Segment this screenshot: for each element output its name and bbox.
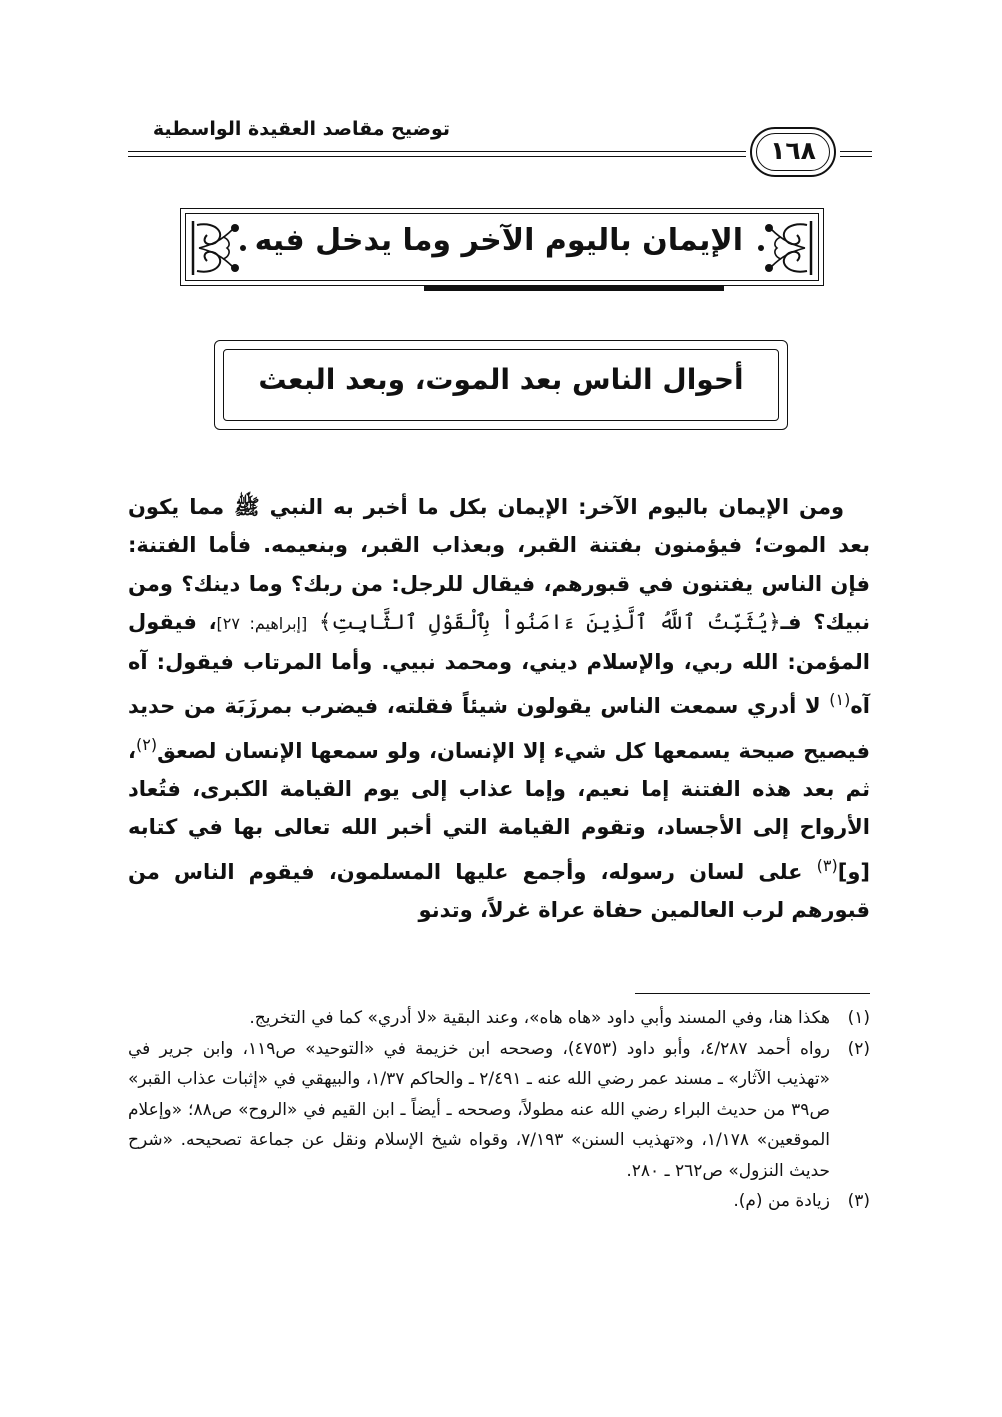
chapter-title: الإيمان باليوم الآخر وما يدخل فيه — [254, 223, 743, 258]
footnote-marker: (١) — [829, 690, 851, 710]
section-title: أحوال الناس بعد الموت، وبعد البعث — [258, 363, 744, 396]
header-rule — [128, 156, 746, 157]
header-rule-short — [840, 151, 872, 152]
floral-ornament-icon — [753, 217, 817, 279]
body-text-part: ومن الإيمان باليوم الآخر: الإيمان بكل ما أخبر به النبي ﷺ مما يكون بعد الموت؛ فيؤمنون بفتنة القبر، وبعذاب القبر، وبنعيمه. فأما الفتنة: فإن الناس يفتنون في قبورهم، فيقال للرجل: من ربك؟ وما دينك؟ ومن نبيك؟ فـ — [128, 495, 870, 634]
chapter-banner — [180, 208, 824, 286]
floral-ornament-icon — [187, 217, 251, 279]
body-text-part: على لسان رسوله، وأجمع عليها المسلمون، فيقوم الناس من قبورهم لرب العالمين حفاة عراة غرلاً، وتدنو — [128, 859, 870, 922]
footnote-number: (١) — [847, 1008, 870, 1028]
footnote — [128, 1003, 870, 1034]
footnote-text: زيادة من (م). — [733, 1191, 830, 1211]
footnote — [128, 1186, 870, 1217]
page-number — [750, 127, 836, 177]
footnote-number: (٣) — [847, 1191, 870, 1211]
section-frame — [214, 340, 788, 430]
body-paragraph — [128, 488, 870, 929]
verse-reference: [إبراهيم: ٢٧] — [216, 613, 308, 633]
body-text-part: ، فيقول المؤمن: الله ربي، والإسلام ديني، ومحمد نبيي. وأما المرتاب فيقول: آه آه — [128, 609, 870, 719]
header-rule — [128, 151, 746, 152]
footnote-marker: (٢) — [135, 734, 158, 754]
footnotes — [128, 1003, 870, 1217]
footnote-text: رواه أحمد ٤/٢٨٧، وأبو داود (٤٧٥٣)، وصححه ابن خزيمة في «التوحيد» ص١١٩، وابن جرير في «تهذيب الآثار» ـ مسند عمر رضي الله عنه ـ ٢/٤٩١ ـ والحاكم ١/٣٧، والبيهقي في «إثبات عذاب القبر» ص٣٩ من حديث البراء رضي الله عنه مطولاً، وصححه ـ أيضاً ـ ابن القيم في «الروح» ص٨٨؛ «وإعلام الموقعين» ١/١٧٨، و«تهذيب السنن» ٧/١٩٣، وقواه شيخ الإسلام ونقل عن جماعة تصحيحه. «شرح حديث النزول» ص٢٦٢ ـ ٢٨٠. — [128, 1038, 831, 1181]
footnote-separator — [635, 993, 870, 994]
banner-underline — [424, 286, 724, 291]
footnote-number: (٢) — [847, 1038, 870, 1059]
body-text-part: ، ثم بعد هذه الفتنة إما نعيم، وإما عذاب إلى يوم القيامة الكبرى، فتُعاد الأرواح إلى الأجساد، وتقوم القيامة التي أخبر الله تعالى بها في كتابه [و] — [128, 738, 870, 884]
running-title: توضيح مقاصد العقيدة الواسطية — [152, 118, 450, 140]
page-number-text: ١٦٨ — [770, 136, 816, 165]
body-text-part: لا أدري سمعت الناس يقولون شيئاً فقلته، فيضرب بمرزَبَة من حديد فيصيح صيحة يسمعها كل شيء إلا الإنسان، ولو سمعها الإنسان لصعق — [128, 694, 870, 763]
quran-verse: ﴿يُثَبِّتُ ٱللَّهُ ٱلَّذِينَ ءَامَنُواْ بِٱلْقَوْلِ ٱلثَّابِتِ﴾ — [318, 609, 781, 634]
footnote-marker: (٣) — [816, 855, 838, 875]
header-rule-short — [840, 156, 872, 157]
footnote-text: هكذا هنا، وفي المسند وأبي داود «هاه هاه»، وعند البقية «لا أدري» كما في التخريج. — [249, 1008, 830, 1028]
footnote — [128, 1034, 870, 1187]
